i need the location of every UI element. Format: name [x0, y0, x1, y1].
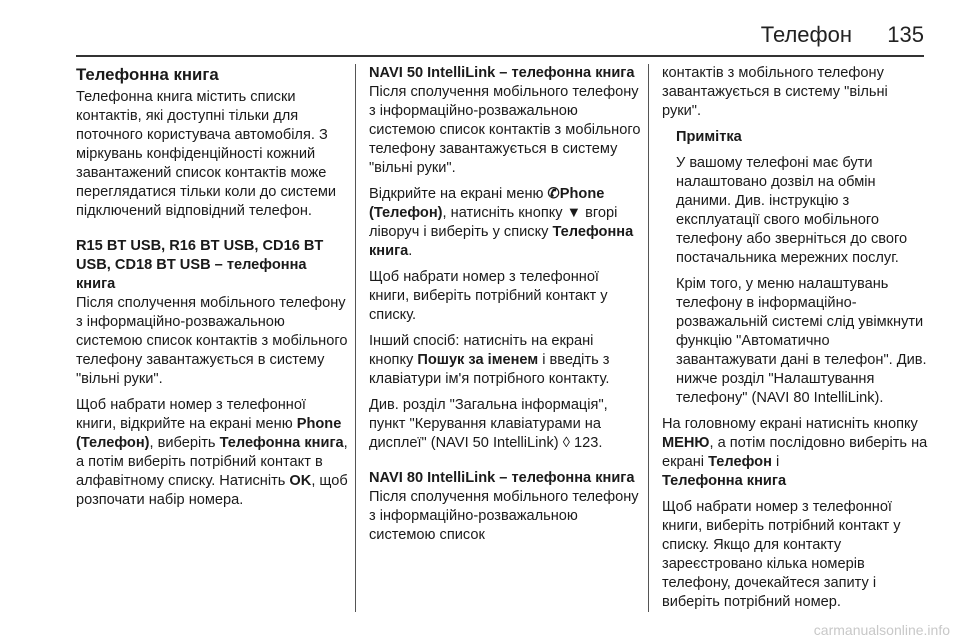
navi50-paragraph-2: Відкрийте на екрані меню ✆Phone (Телефон), натисніть кнопку ▼ вгорі ліворуч і виберіть у списку Телефонна книга. — [369, 186, 634, 259]
phone-menu-label: Phone (Телефон) — [76, 416, 342, 451]
navi80-paragraph-1-cont: контактів з мобільного телефону завантажується в систему "вільні руки". — [662, 65, 888, 119]
phone-icon: ✆ — [547, 186, 560, 202]
r15-paragraph-1: Після сполучення мобільного телефону з інформаційно-розважальною системою список контактів з мобільного телефону завантажується в систему "вільні руки". — [76, 295, 348, 387]
navi50-paragraph-1: Після сполучення мобільного телефону з інформаційно-розважальною системою список контактів з мобільного телефону завантажується в систему "вільні руки". — [369, 84, 641, 176]
search-by-name-label: Пошук за іменем — [417, 352, 539, 368]
column-3 — [662, 64, 930, 610]
column-1 — [76, 64, 348, 604]
phonebook-heading: Телефонна книга — [76, 65, 219, 84]
column-2 — [369, 64, 641, 604]
phone-label: Телефон — [708, 454, 772, 470]
page-header — [0, 0, 960, 58]
navi50-paragraph-5: Див. розділ "Загальна інформація", пункт "Керування клавіатурами на дисплеї" (NAVI 50 IntelliLink) ◊ 123. — [369, 397, 608, 451]
phonebook-label: Телефонна книга — [219, 435, 344, 451]
watermark: carmanualsonline.info — [813, 622, 950, 638]
page-ref-icon: ◊ — [562, 435, 570, 451]
r15-subheading: R15 BT USB, R16 BT USB, CD16 BT USB, CD18 BT USB – телефонна книга — [76, 238, 324, 292]
phonebook-label: Телефонна книга — [369, 224, 634, 259]
note-title: Примітка — [676, 129, 742, 145]
navi50-paragraph-3: Щоб набрати номер з телефонної книги, виберіть потрібний контакт у списку. — [369, 269, 608, 323]
navi50-heading: NAVI 50 IntelliLink – телефонна книга — [369, 65, 635, 81]
note-paragraph-2: Крім того, у меню налаштувань телефону в інформаційно-розважальній системі слід увімкнути функцію "Автоматично завантажувати дані в телефон". Див. нижче розділ "Налаштування телефону" (NAVI 80 IntelliLink). — [676, 276, 927, 406]
section-title: Телефон — [760, 22, 852, 47]
navi50-paragraph-4: Інший спосіб: натисніть на екрані кнопку Пошук за іменем і введіть з клавіатури ім'я потрібного контакту. — [369, 333, 610, 387]
note-paragraph-1: У вашому телефоні має бути налаштовано дозвіл на обмін даними. Див. інструкцію з експлуатації свого мобільного телефону або зверніться до свого постачальника мережних послуг. — [676, 155, 908, 266]
column-divider-2 — [648, 64, 649, 612]
navi80-heading: NAVI 80 IntelliLink – телефонна книга — [369, 470, 635, 486]
note-block — [676, 128, 930, 408]
navi80-paragraph-2: На головному екрані натисніть кнопку МЕНЮ, а потім послідовно виберіть на екрані Телефон і Телефонна книга — [662, 416, 928, 489]
navi80-paragraph-1: Після сполучення мобільного телефону з інформаційно-розважальною системою список — [369, 489, 639, 543]
column-divider-1 — [355, 64, 356, 612]
phone-menu-label: Phone (Телефон) — [369, 186, 605, 221]
header-rule — [76, 55, 924, 57]
r15-paragraph-2: Щоб набрати номер з телефонної книги, відкрийте на екрані меню Phone (Телефон), виберіть Телефонна книга, а потім виберіть потрібний контакт в алфавітному списку. Натисніть OK, щоб розпочати набір номера. — [76, 397, 348, 508]
page-number: 135 — [887, 22, 924, 47]
phonebook-label: Телефонна книга — [662, 473, 787, 489]
intro-paragraph: Телефонна книга містить списки контактів, які доступні тільки для поточного користувача автомобіля. З міркувань конфіденційності кожний завантажений список контактів може переглядатися тільки коли до системи підключений відповідний телефон. — [76, 89, 337, 219]
menu-label: МЕНЮ — [662, 435, 710, 451]
navi80-paragraph-3: Щоб набрати номер з телефонної книги, виберіть потрібний контакт у списку. Якщо для контакту зареєстровано кілька номерів телефону, дочекайтеся запиту і виберіть потрібний номер. — [662, 499, 901, 610]
ok-label: OK — [289, 473, 312, 489]
arrow-down-icon: ▼ — [566, 205, 582, 221]
